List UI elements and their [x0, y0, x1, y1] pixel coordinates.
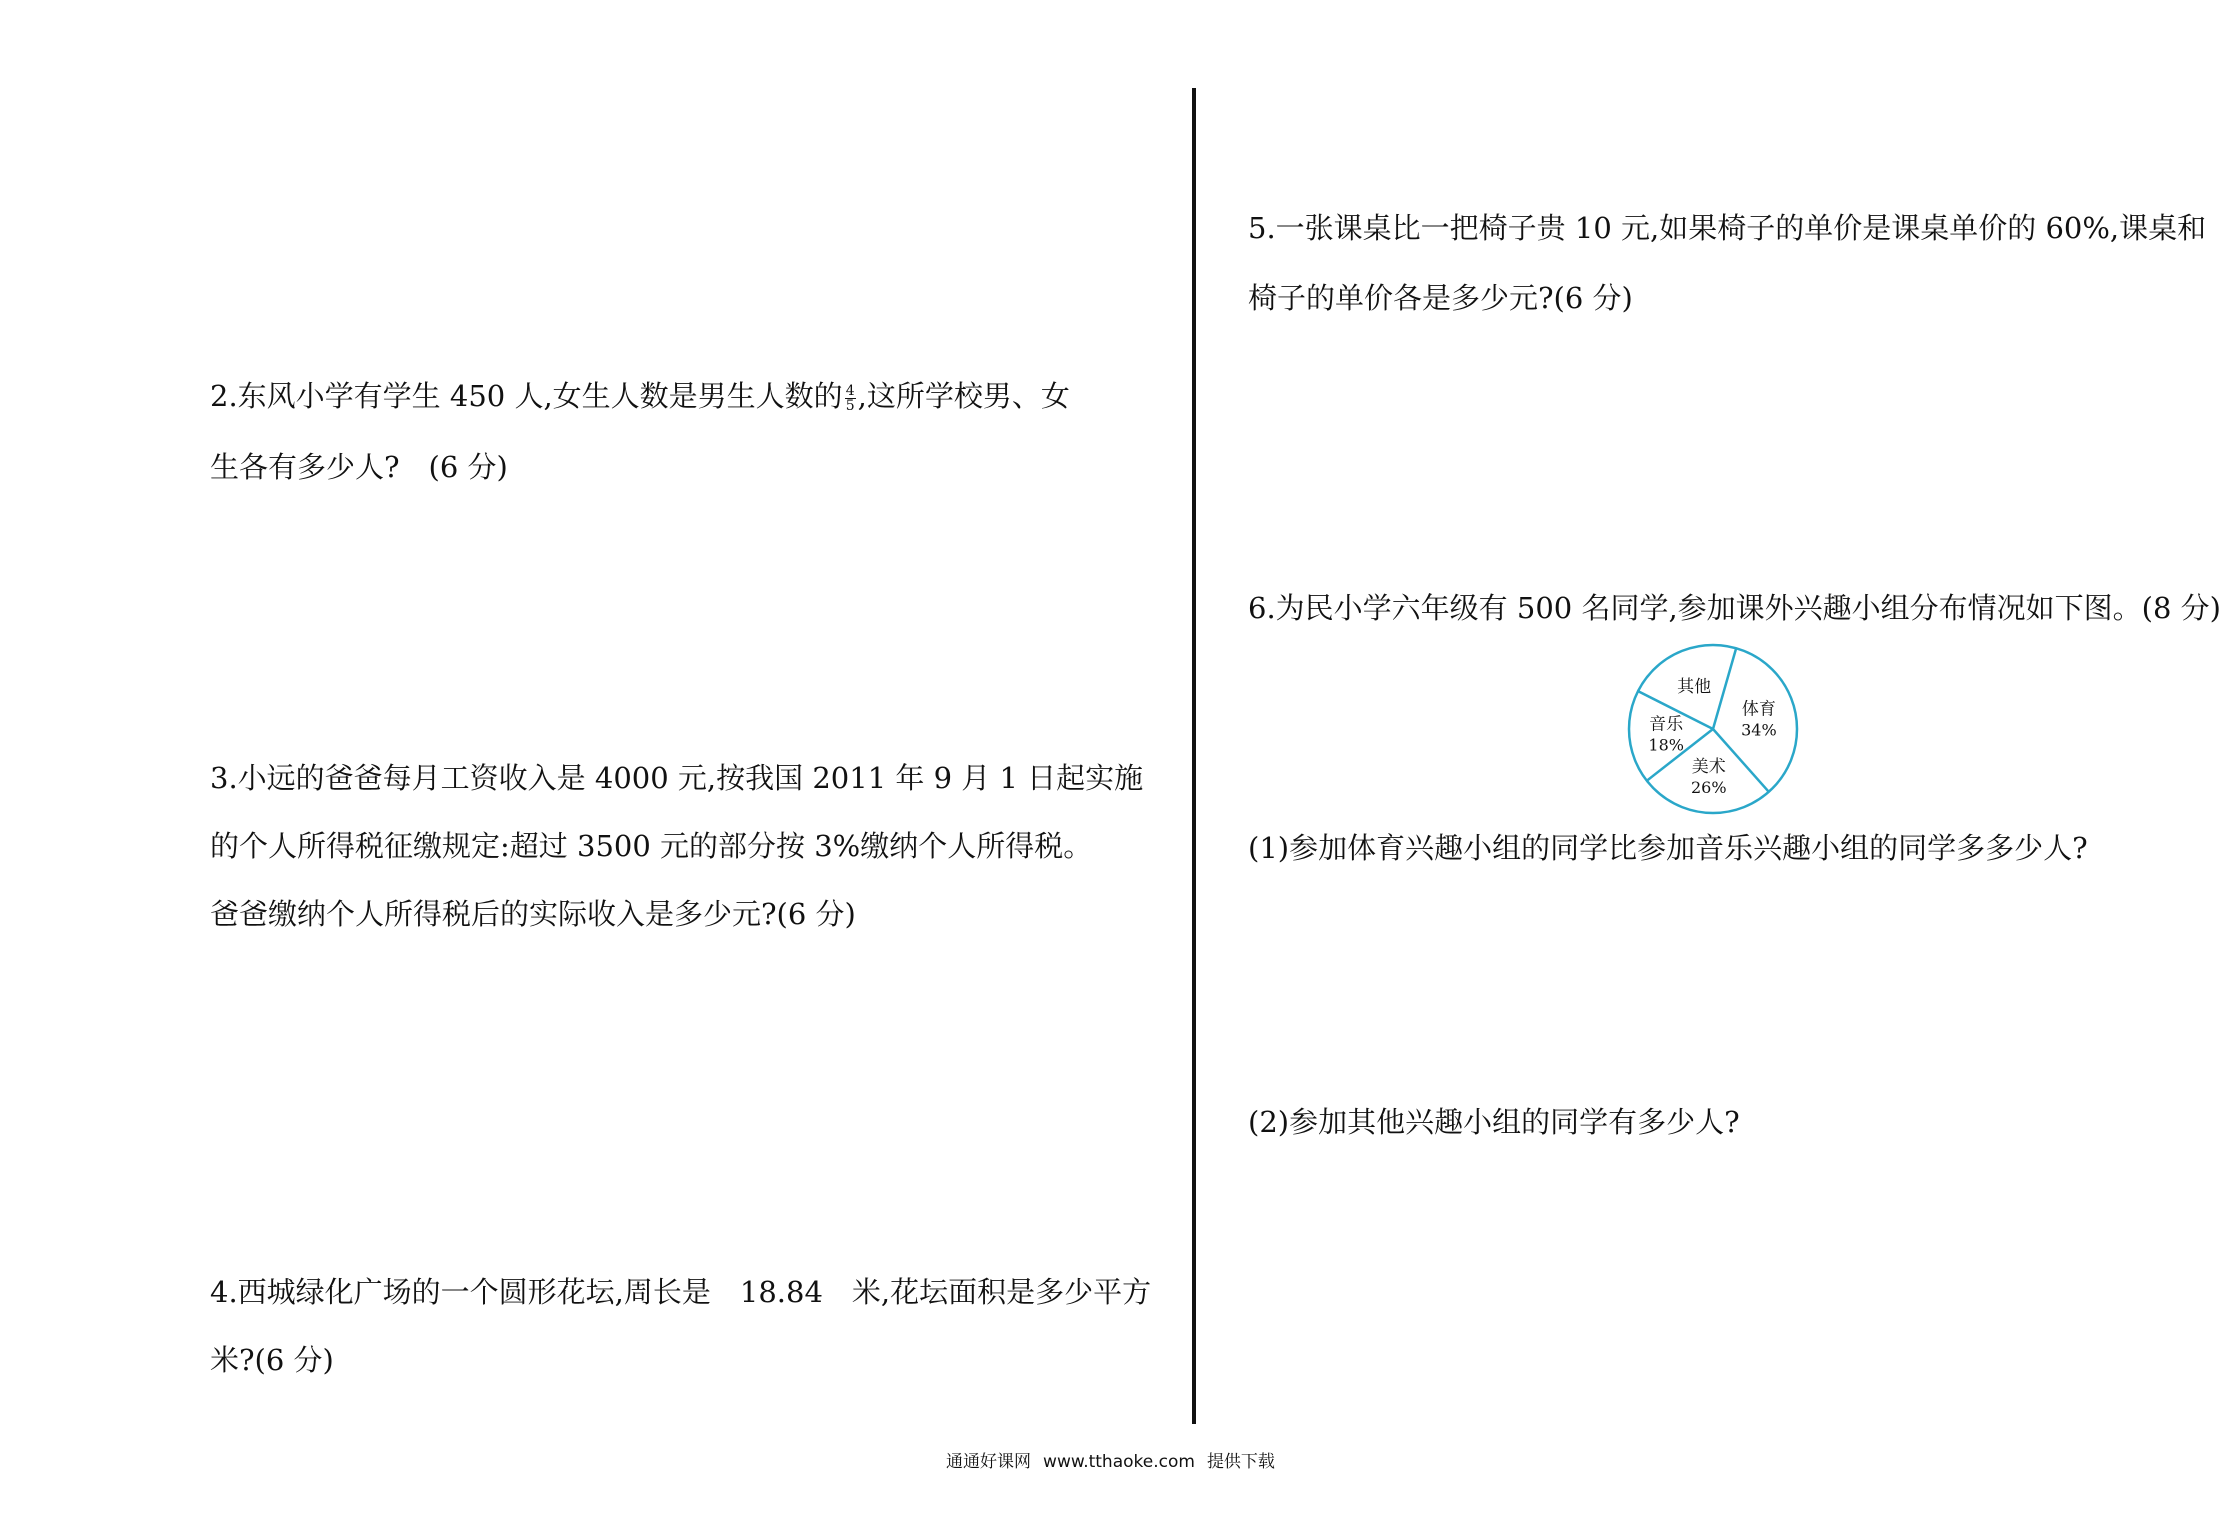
q5-line2: 椅子的单价各是多少元?(6 分)	[1248, 281, 1633, 315]
q3-line3: 爸爸缴纳个人所得税后的实际收入是多少元?(6 分)	[210, 897, 856, 931]
pie-slice-label: 美术	[1691, 756, 1726, 777]
q4-line2: 米?(6 分)	[210, 1343, 334, 1377]
pie-slice-label: 体育	[1741, 699, 1776, 720]
pie-slice-label: 其他	[1677, 676, 1712, 697]
q3-line2: 的个人所得税征缴规定:超过 3500 元的部分按 3%缴纳个人所得税。	[210, 829, 1093, 863]
footer-site-name: 通通好课网	[946, 1452, 1032, 1472]
q6-sub2: (2)参加其他兴趣小组的同学有多少人?	[1248, 1105, 1740, 1139]
q2-text-b: ,这所学校男、女	[857, 379, 1070, 413]
q3-line1: 3.小远的爸爸每月工资收入是 4000 元,按我国 2011 年 9 月 1 日起实施	[210, 761, 1144, 795]
pie-slice-label: 音乐	[1649, 714, 1684, 735]
fraction-denominator: 5	[845, 397, 855, 414]
q4-line1: 4.西城绿化广场的一个圆形花坛,周长是 18.84 米,花坛面积是多少平方	[210, 1275, 1152, 1309]
pie-slice-value: 34%	[1741, 720, 1777, 740]
q6-line1: 6.为民小学六年级有 500 名同学,参加课外兴趣小组分布情况如下图。(8 分)	[1248, 591, 2221, 625]
q6-sub1: (1)参加体育兴趣小组的同学比参加音乐兴趣小组的同学多多少人?	[1248, 831, 2088, 865]
footer	[0, 1450, 2221, 1474]
footer-suffix: 提供下载	[1206, 1452, 1275, 1472]
q2-fraction	[845, 384, 856, 413]
q5-line1: 5.一张课桌比一把椅子贵 10 元,如果椅子的单价是课桌单价的 60%,课桌和	[1248, 211, 2207, 245]
footer-url: www.tthaoke.com	[1043, 1452, 1195, 1472]
pie-chart	[1620, 636, 1806, 822]
pie-slice-value: 18%	[1648, 735, 1684, 755]
pie-slice-value: 26%	[1690, 777, 1727, 797]
q2-text-a: 2.东风小学有学生 450 人,女生人数是男生人数的	[210, 379, 843, 413]
q2-line1	[210, 376, 1070, 416]
q2-line2: 生各有多少人? (6 分)	[210, 450, 508, 484]
fraction-numerator: 4	[845, 382, 855, 399]
column-divider	[1192, 88, 1196, 1424]
